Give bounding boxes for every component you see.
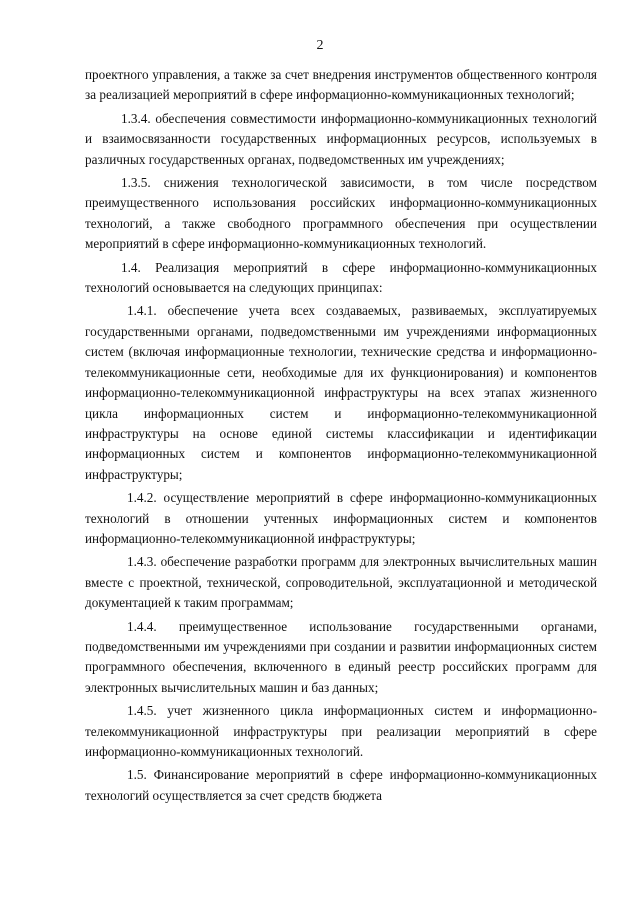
paragraph-1-4-4: 1.4.4. преимущественное использование государственными органами, подведомственными им учреждениями при создании и развитии информационных систем программного обеспечения, включенного в единый реестр российских программ для электронных вычислительных машин и баз данных; (85, 618, 597, 695)
paragraph-1-4-1: 1.4.1. обеспечение учета всех создаваемых, развиваемых, эксплуатируемых государственными органами, подведомственными им учреждениями информационных систем (включая информационные технологии, технические средства и информационно-телекоммуникационные сети, необходимые для их функционирования) и компонентов информационно-телекоммуникационной инфраструктуры на всех этапах жизненного цикла информационных систем и информационно-телекоммуникационной инфраструктуры на основе единой системы классификации и идентификации информационных систем и компонентов информационно-телекоммуникационной инфраструктуры; (85, 303, 597, 482)
paragraph-1-5: 1.5. Финансирование мероприятий в сфере информационно-коммуникационных технологий осуществляется за счет средств бюджета (85, 767, 597, 803)
page-number: 2 (316, 38, 324, 53)
paragraph-1-4: 1.4. Реализация мероприятий в сфере информационно-коммуникационных технологий основывается на следующих принципах: (85, 259, 597, 296)
paragraph-1-4-3: 1.4.3. обеспечение разработки программ для электронных вычислительных машин вместе с проектной, технической, сопроводительной, эксплуатационной и методической документацией к таким программам; (85, 554, 597, 611)
document-body (85, 65, 597, 806)
paragraph-1-3-5: 1.3.5. снижения технологической зависимости, в том числе посредством преимущественного использования российских информационно-коммуникационных технологий, а также свободного программного обеспечения при осуществлении мероприятий в сфере информационно-коммуникационных технологий. (85, 175, 597, 252)
paragraph-1-3-4: 1.3.4. обеспечения совместимости информационно-коммуникационных технологий и взаимосвязанности государственных информационных ресурсов, используемых в различных государственных органах, подведомственных им учреждениях; (85, 110, 597, 167)
paragraph-1-4-2: 1.4.2. осуществление мероприятий в сфере информационно-коммуникационных технологий в отношении учтенных информационных систем и компонентов информационно-телекоммуникационной инфраструктуры; (85, 490, 597, 546)
paragraph-continuation: проектного управления, а также за счет внедрения инструментов общественного контроля за реализацией мероприятий в сфере информационно-коммуникационных технологий; (85, 67, 597, 103)
paragraph-1-4-5: 1.4.5. учет жизненного цикла информационных систем и информационно-телекоммуникационной инфраструктуры при реализации мероприятий в сфере информационно-коммуникационных технологий. (85, 703, 597, 759)
